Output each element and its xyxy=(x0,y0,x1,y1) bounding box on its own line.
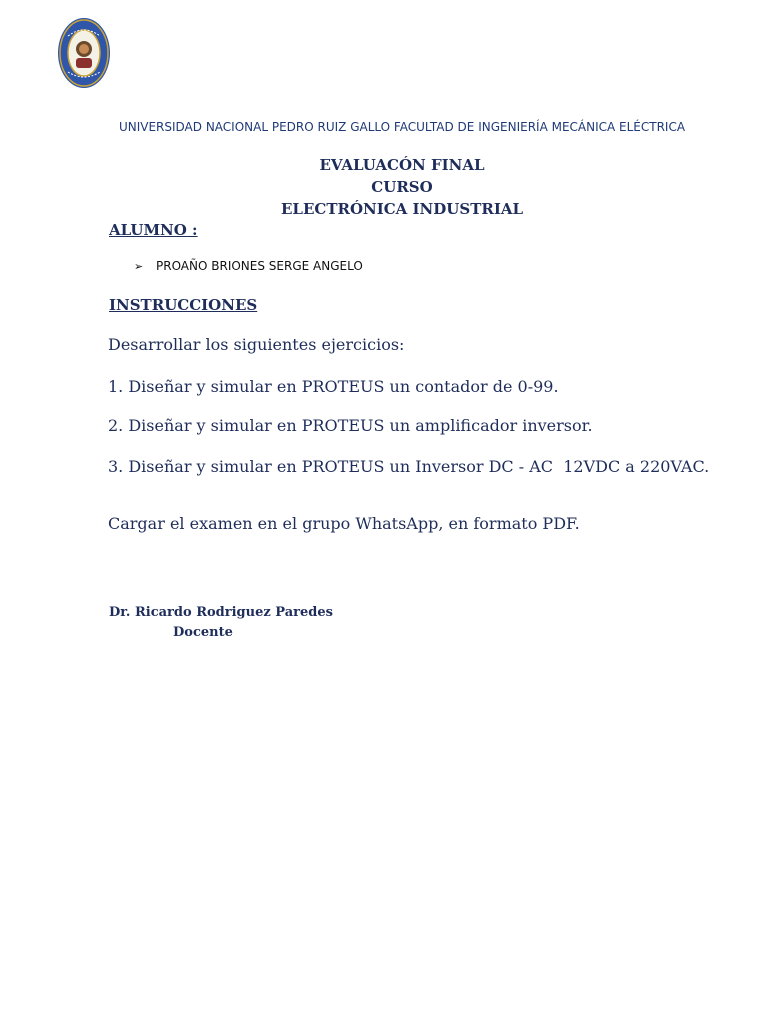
upload-instruction: Cargar el examen en el grupo WhatsApp, en formato PDF. xyxy=(108,514,580,533)
student-list-item xyxy=(134,259,363,273)
teacher-role: Docente xyxy=(173,625,233,640)
university-seal-icon xyxy=(56,16,112,90)
instructions-heading: INSTRUCCIONES xyxy=(109,296,258,314)
course-name: ELECTRÓNICA INDUSTRIAL xyxy=(280,200,524,218)
university-faculty-line: UNIVERSIDAD NACIONAL PEDRO RUIZ GALLO FACULTAD DE INGENIERÍA MECÁNICA ELÉCTRICA xyxy=(118,120,686,134)
student-name: PROAÑO BRIONES SERGE ANGELO xyxy=(156,259,363,273)
exercise-item: 1. Diseñar y simular en PROTEUS un contador de 0-99. xyxy=(108,377,559,396)
student-heading: ALUMNO : xyxy=(109,221,198,239)
exercise-item: 3. Diseñar y simular en PROTEUS un Inversor DC - AC 12VDC a 220VAC. xyxy=(108,457,710,476)
exam-title: EVALUACÓN FINAL xyxy=(319,156,485,174)
instructions-intro: Desarrollar los siguientes ejercicios: xyxy=(108,335,405,354)
course-label: CURSO xyxy=(371,178,433,196)
exercise-item: 2. Diseñar y simular en PROTEUS un amplificador inversor. xyxy=(108,416,593,435)
university-logo xyxy=(56,16,112,90)
teacher-name: Dr. Ricardo Rodriguez Paredes xyxy=(109,605,333,620)
arrow-bullet-icon: ➢ xyxy=(134,260,144,273)
